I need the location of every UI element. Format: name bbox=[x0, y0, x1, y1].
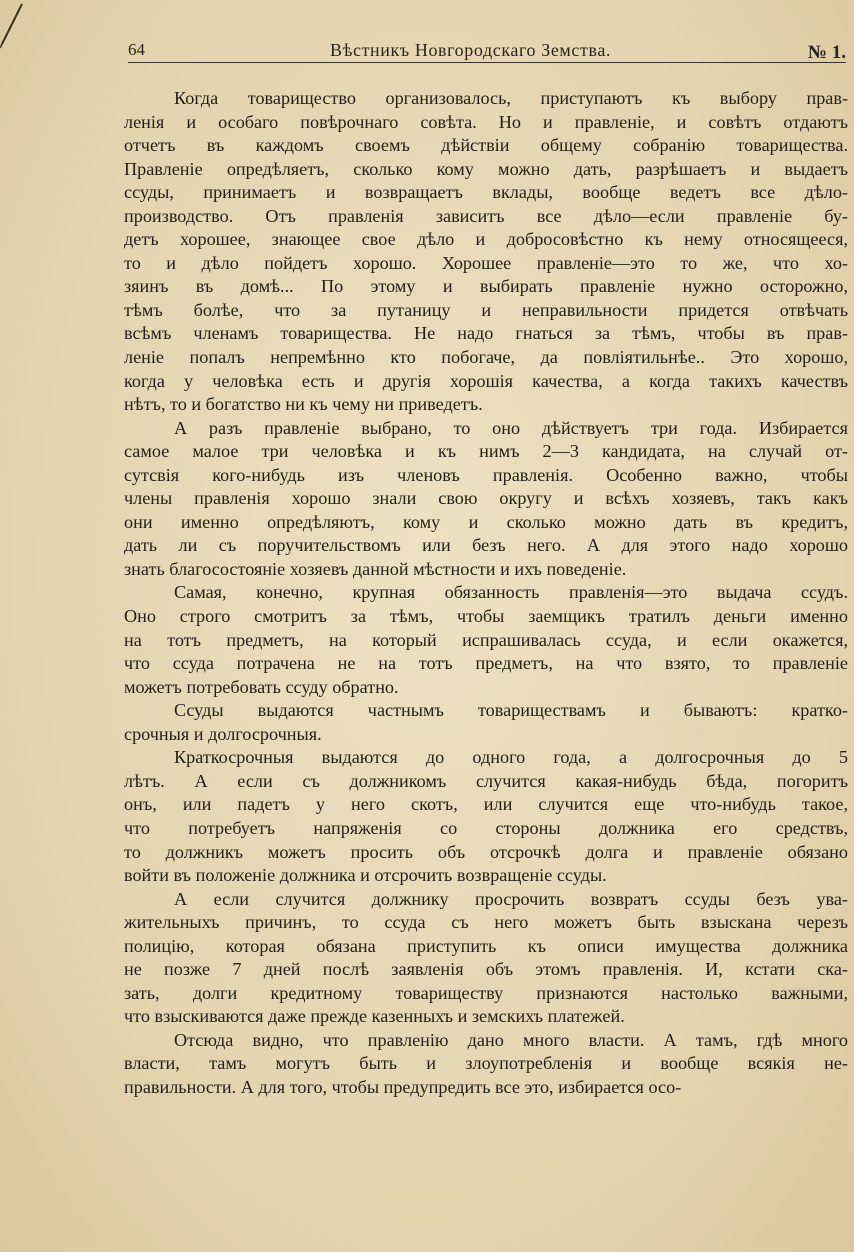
text-line: можетъ потребовать ссуду обратно. bbox=[124, 676, 399, 697]
text-line: А разъ правленіе выбрано, то оно дѣйствуетъ три года. Избирается bbox=[174, 417, 848, 438]
journal-title: Вѣстникъ Новгородскаго Земства. bbox=[330, 40, 612, 60]
text-line: А если случится должнику просрочить возвратъ ссуды безъ ува- bbox=[174, 888, 848, 909]
paragraph bbox=[124, 417, 848, 582]
text-line: они именно опредѣляютъ, кому и сколько можно дать въ кредитъ, bbox=[124, 511, 848, 532]
text-line: Правленіе опредѣляетъ, сколько кому можно дать, разрѣшаетъ и выдаетъ bbox=[124, 158, 848, 179]
text-line: Когда товарищество организовалось, приступаютъ къ выбору прав- bbox=[174, 88, 848, 108]
text-line: то и дѣло пойдетъ хорошо. Хорошее правленіе—это то же, что хо- bbox=[124, 252, 848, 273]
text-line: срочныя и долгосрочныя. bbox=[124, 723, 322, 744]
paragraph bbox=[124, 87, 848, 417]
text-line: что ссуда потрачена не на тотъ предметъ, на что взято, то правленіе bbox=[124, 653, 848, 674]
text-line: ссуды, принимаетъ и возвращаетъ вклады, вообще ведетъ все дѣло- bbox=[124, 182, 848, 203]
text-line: зать, долги кредитному товариществу признаются настолько важными, bbox=[124, 982, 848, 1003]
text-line: леніе попалъ непремѣнно кто побогаче, да повлiятильнѣе.. Это хорошо, bbox=[124, 347, 848, 368]
text-line: когда у человѣка есть и другія хорошія качества, а когда такихъ качествъ bbox=[124, 370, 848, 391]
body-text bbox=[124, 87, 848, 1100]
text-line: Краткосрочныя выдаются до одного года, а долгосрочныя до 5 bbox=[174, 747, 848, 768]
text-line: Самая, конечно, крупная обязанность правленія—это выдача ссудъ. bbox=[174, 582, 848, 603]
text-line: Ссуды выдаются частнымъ товариществамъ и бываютъ: кратко- bbox=[174, 700, 848, 721]
text-line: полицію, которая обязана приступить къ описи имущества должника bbox=[124, 935, 848, 956]
header-rule bbox=[128, 62, 846, 63]
text-line: войти въ положеніе должника и отсрочить возвращеніе ссуды. bbox=[124, 865, 607, 886]
text-line: что потребуетъ напряженія со стороны должника его средствъ, bbox=[124, 817, 848, 838]
text-line: то должникъ можетъ просить объ отсрочкѣ долга и правленіе обязано bbox=[124, 841, 848, 862]
text-line: самое малое три человѣка и къ нимъ 2—3 кандидата, на случай от- bbox=[124, 441, 848, 462]
paragraph bbox=[124, 888, 848, 1029]
text-line: производство. Отъ правленія зависитъ все дѣло—если правленіе бу- bbox=[124, 205, 848, 226]
issue-number: № 1. bbox=[807, 42, 846, 63]
page-number: 64 bbox=[128, 40, 145, 59]
text-line: знать благосостояніе хозяевъ данной мѣстности и ихъ поведеніе. bbox=[124, 558, 627, 579]
text-line: члены правленія хорошо знали свою округу и всѣхъ хозяевъ, такъ какъ bbox=[124, 488, 848, 509]
text-line: нѣтъ, то и богатство ни къ чему ни приведетъ. bbox=[124, 394, 483, 415]
paragraph bbox=[124, 699, 848, 746]
paragraph bbox=[124, 581, 848, 699]
text-line: Оно строго смотритъ за тѣмъ, чтобы заемщикъ тратилъ деньги именно bbox=[124, 606, 848, 627]
pen-stroke-mark bbox=[0, 0, 40, 50]
text-line: что взыскиваются даже прежде казенныхъ и земскихъ платежей. bbox=[124, 1006, 625, 1027]
text-line: сутсвія кого-нибудь изъ членовъ правленія. Особенно важно, чтобы bbox=[124, 464, 848, 485]
text-line: онъ, или падетъ у него скотъ, или случится еще что-нибудь такое, bbox=[124, 794, 848, 815]
text-line: жительныхъ причинъ, то ссуда съ него можетъ быть взыскана черезъ bbox=[124, 912, 848, 933]
text-line: зяинъ въ домѣ... По этому и выбирать правленіе нужно осторожно, bbox=[124, 276, 848, 297]
text-line: лѣтъ. А если съ должникомъ случится какая-нибудь бѣда, погоритъ bbox=[124, 770, 848, 791]
text-line: власти, тамъ могутъ быть и злоупотребленія и вообще всякія не- bbox=[124, 1053, 848, 1074]
text-line: Отсюда видно, что правленію дано много власти. А тамъ, гдѣ много bbox=[174, 1029, 848, 1050]
text-line: ленія и особаго повѣрочнаго совѣта. Но и правленіе, и совѣтъ отдаютъ bbox=[124, 111, 848, 132]
text-line: правильности. А для того, чтобы предупредить все это, избирается осо- bbox=[124, 1076, 682, 1097]
paragraph bbox=[124, 1029, 848, 1100]
text-line: тѣмъ болѣе, что за путаницу и неправильности придется отвѣчать bbox=[124, 299, 848, 320]
text-line: не позже 7 дней послѣ заявленія объ этомъ правленія. И, кстати ска- bbox=[124, 959, 848, 980]
text-line: всѣмъ членамъ товарищества. Не надо гнаться за тѣмъ, чтобы въ прав- bbox=[124, 323, 848, 344]
paragraph bbox=[124, 746, 848, 887]
text-line: дать ли съ поручительствомъ или безъ него. А для этого надо хорошо bbox=[124, 535, 848, 556]
text-line: детъ хорошее, знающее свое дѣло и добросовѣстно къ нему относящееся, bbox=[124, 229, 848, 250]
text-line: на тотъ предметъ, на который испрашивалась ссуда, и если окажется, bbox=[124, 629, 848, 650]
text-line: отчетъ въ каждомъ своемъ дѣйствіи общему собранію товарищества. bbox=[124, 135, 848, 156]
